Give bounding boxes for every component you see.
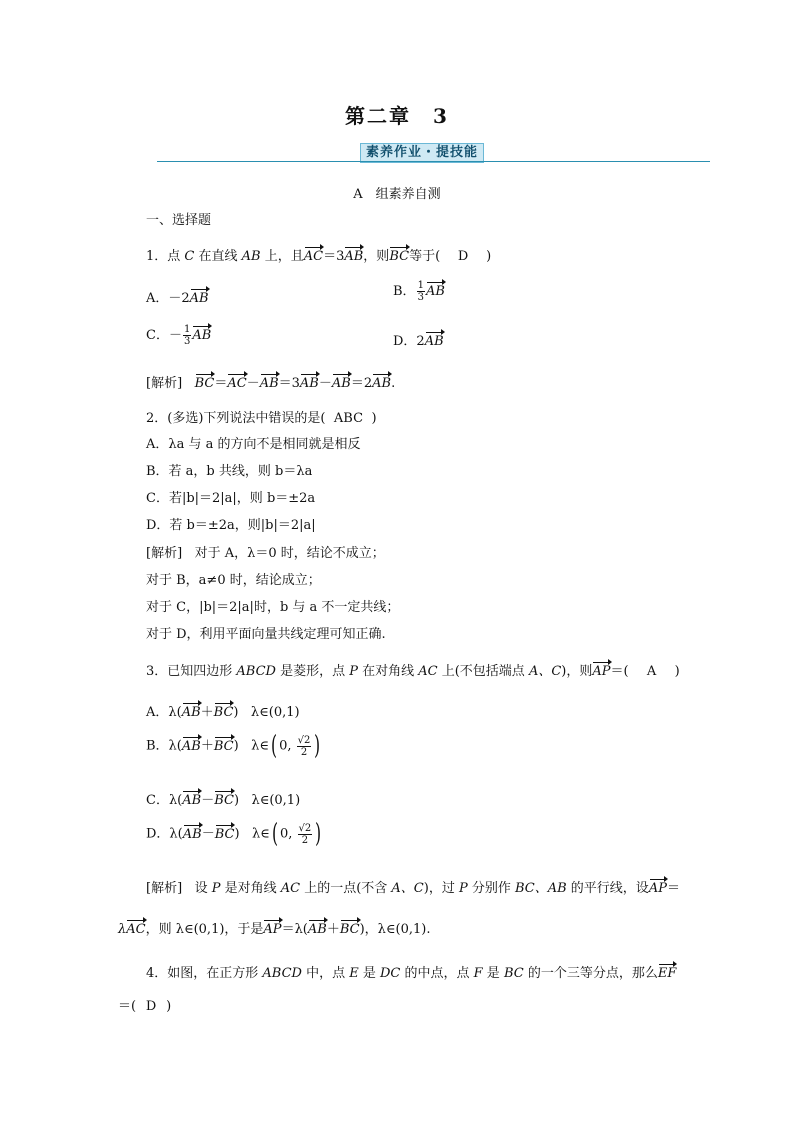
q4-stem: 4．如图，在正方形 ABCD 中，点 E 是 DC 的中点，点 F 是 BC 的一个三等分点，那么EF (146, 966, 677, 981)
q1-option-a: A．－2AB (146, 291, 209, 306)
q2-solution-1: [解析] 对于 A，λ＝0 时，结论不成立； (146, 546, 385, 561)
q2-solution-2: 对于 B，a≠0 时，结论成立； (146, 573, 321, 588)
q2-answer: ABC (333, 411, 364, 426)
page-title: 第二章 3 (345, 104, 449, 128)
q1-stem: 1．点 C 在直线 AB 上，且AC＝3AB，则BC等于( D ) (146, 249, 492, 264)
q3-option-d: D．λ(AB－BC) λ∈( 0, $\frac{√2}{2}$ ) (146, 819, 322, 849)
header-divider (157, 161, 710, 162)
q2-stem: 2．(多选)下列说法中错误的是( ABC ) (146, 411, 377, 426)
q1-option-d: D．2AB (393, 334, 444, 349)
q3-solution-1: [解析] 设 P 是对角线 AC 上的一点(不含 A、C)，过 P 分别作 BC、AB 的平行线，设AP＝ (146, 881, 680, 896)
q3-option-b: B．λ(AB＋BC) λ∈( 0, $\frac{√2}{2}$ ) (146, 731, 321, 761)
q2-solution-3: 对于 C，|b|＝2|a|时，b 与 a 不一定共线； (146, 600, 400, 615)
group-subtitle: A 组素养自测 (353, 187, 441, 202)
section-label: 一、选择题 (146, 213, 212, 228)
q2-solution-4: 对于 D，利用平面向量共线定理可知正确. (146, 627, 386, 642)
q1-answer: D (457, 249, 469, 264)
q2-option-b: B．若 a，b 共线，则 b＝λa (146, 464, 313, 479)
q4-stem-line2: ＝( D ) (118, 999, 172, 1014)
q2-option-a: A．λa 与 a 的方向不是相同就是相反 (146, 437, 361, 452)
q2-option-c: C．若|b|＝2|a|，则 b＝±2a (146, 491, 316, 506)
q1-solution: [解析] BC＝AC－AB＝3AB－AB＝2AB. (146, 376, 396, 391)
q1-option-b: B． $\frac{1}{3}$ AB (393, 280, 445, 303)
q3-answer: A (646, 664, 657, 679)
q3-option-c: C．λ(AB－BC) λ∈(0,1) (146, 793, 301, 808)
q2-option-d: D．若 b＝±2a，则|b|＝2|a| (146, 518, 316, 533)
q3-solution-2: λAC，则 λ∈(0,1)，于是AP＝λ(AB＋BC)，λ∈(0,1). (118, 922, 431, 937)
q3-stem: 3．已知四边形 ABCD 是菱形，点 P 在对角线 AC 上(不包括端点 A、C)，则AP＝( A ) (146, 664, 680, 679)
q3-option-a: A．λ(AB＋BC) λ∈(0,1) (146, 705, 300, 720)
q1-option-c: C．－ $\frac{1}{3}$ AB (146, 324, 212, 347)
section-badge: 素养作业・提技能 (360, 143, 484, 163)
q4-answer: D (145, 999, 157, 1014)
